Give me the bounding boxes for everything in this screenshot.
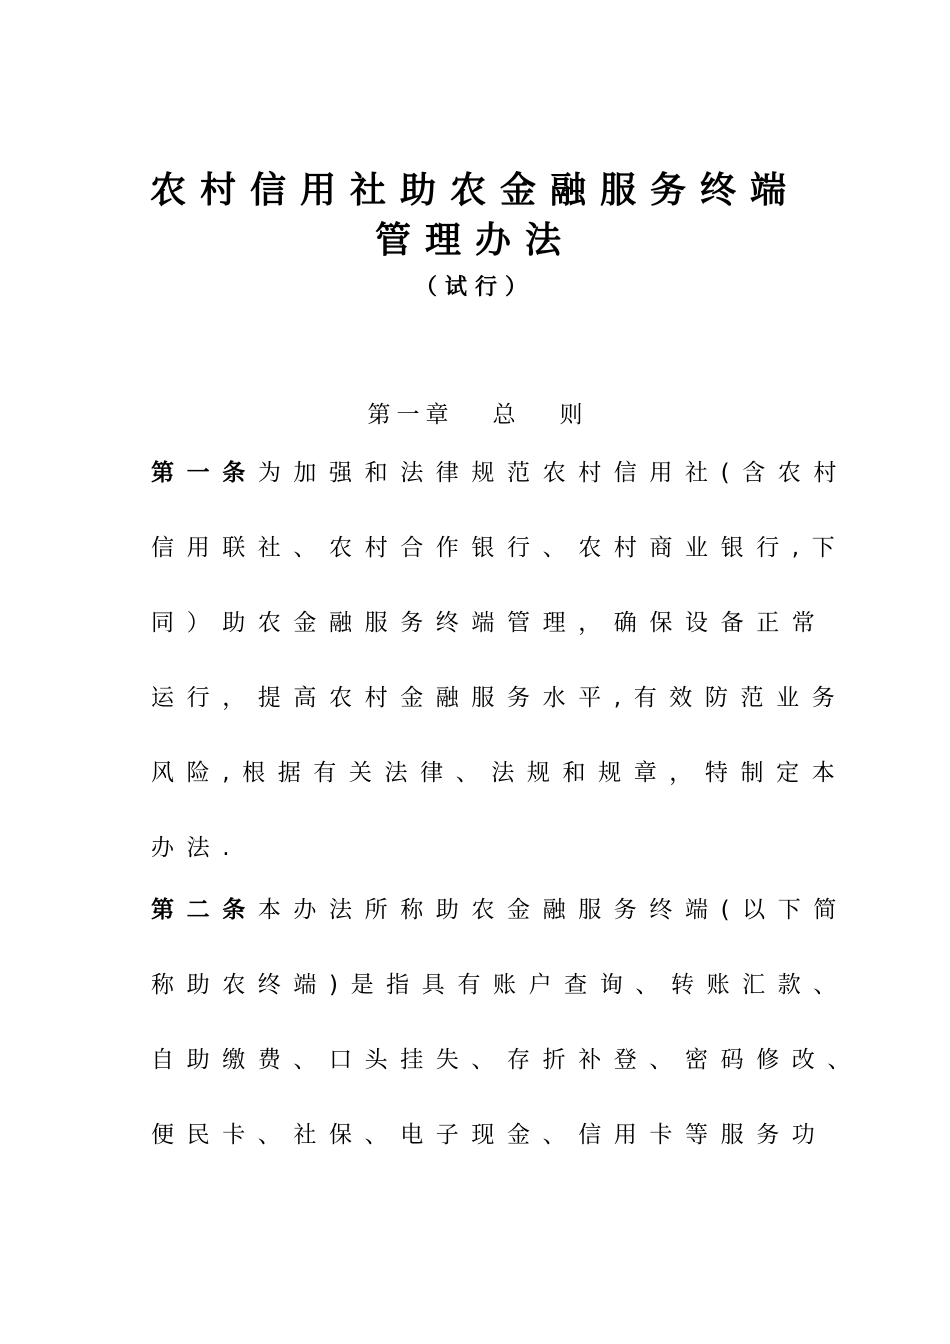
chapter-heading [0, 396, 950, 429]
article-2-line-4: 便民卡、社保、电子现金、信用卡等服务功 [151, 1122, 828, 1148]
article-2-heading: 第二条 [151, 897, 258, 923]
article-1-line-3: 同）助农金融服务终端管理，确保设备正常 [151, 610, 828, 636]
article-1-heading: 第一条 [151, 460, 258, 486]
chapter-name-part-2: 则 [559, 402, 583, 428]
article-1-line-6: 办法. [151, 835, 243, 861]
document-title-line-2: 管理办法 [374, 219, 575, 261]
document-title-line-1: 农村信用社助农金融服务终端 [149, 169, 800, 211]
article-1-line-2: 信用联社、农村合作银行、农村商业银行,下 [151, 535, 848, 561]
article-2-line-1 [151, 896, 849, 924]
article-2-text: 本办法所称助农金融服务终端(以下简 [257, 897, 849, 923]
chapter-name-part-1: 总 [492, 402, 516, 428]
document-subtitle: （试行） [414, 274, 535, 300]
article-1-line-1 [151, 459, 849, 487]
article-2-line-2: 称助农终端)是指具有账户查询、转账汇款、 [151, 972, 849, 998]
article-1-line-4: 运行，提高农村金融服务水平,有效防范业务 [151, 685, 848, 711]
article-1-text: 为加强和法律规范农村信用社(含农村 [257, 460, 849, 486]
article-2-line-3: 自助缴费、口头挂失、存折补登、密码修改、 [151, 1047, 863, 1073]
article-1-line-5: 风险,根据有关法律、法规和规章，特制定本 [151, 760, 848, 786]
chapter-number: 第一章 [367, 402, 455, 428]
